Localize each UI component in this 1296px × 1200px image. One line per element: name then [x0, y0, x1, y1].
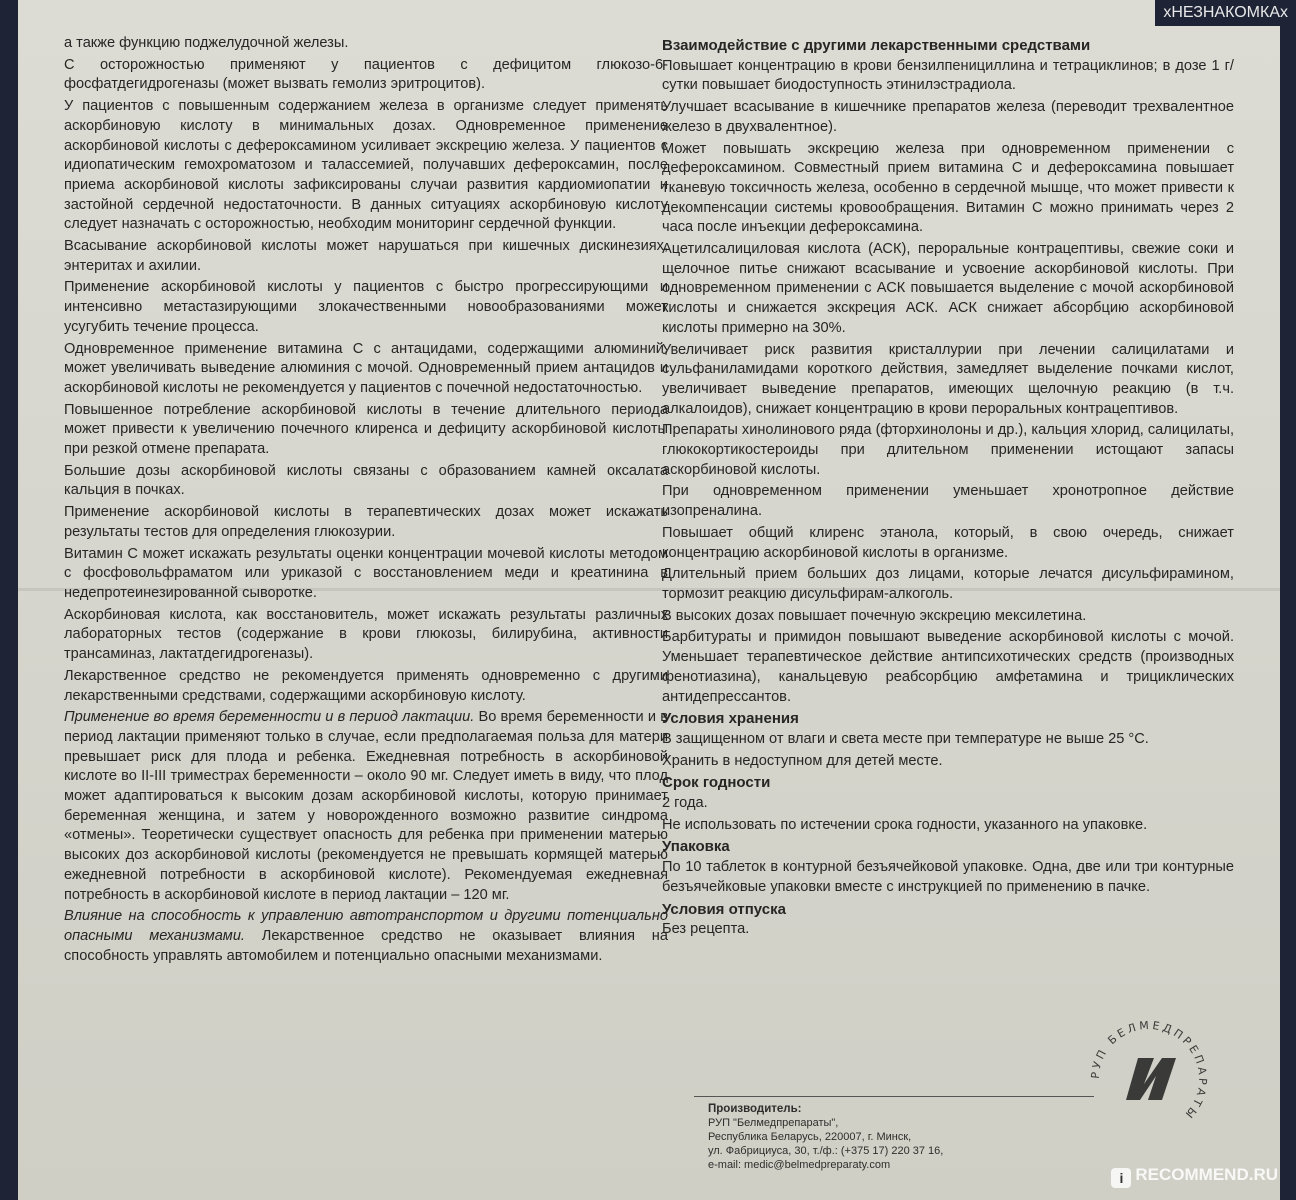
left-paragraph: Применение аскорбиновой кислоты в терапевтических дозах может искажать результаты тестов для определения глюкозурии.	[64, 504, 668, 540]
storage-line: В защищенном от влаги и света месте при температуре не выше 25 °С.	[662, 730, 1149, 747]
interaction-paragraph: Улучшает всасывание в кишечнике препаратов железа (переводит трехвалентное железо в двухвалентное).	[662, 99, 1234, 135]
storage-heading: Условия хранения	[662, 710, 799, 728]
storage-line: Хранить в недоступном для детей месте.	[662, 752, 943, 769]
interaction-paragraph: В высоких дозах повышает почечную экскрецию мексилетина.	[662, 607, 1087, 624]
interaction-paragraph: Может повышать экскрецию железа при одновременном применении с дефероксамином. Совместный прием витамина С и дефероксамина повышает тканевую токсичность железа, особенно в сердечной мышце, что может привести к декомпенсации системы кровообращения. Витамин С можно принимать через 2 часа после инъекции дефероксамина.	[662, 140, 1234, 236]
maker-divider	[694, 1096, 1094, 1097]
manufacturer-line: РУП "Белмедпрепараты",	[708, 1117, 839, 1129]
left-column	[64, 34, 668, 968]
driving-section	[64, 907, 668, 966]
pregnancy-text: Во время беременности и в период лактации применяют только в случае, если предполагаемая польза для матери превышает риск для плода и ребенка. Ежедневная потребность в аскорбиновой кислоте во II-III триместрах беременности – около 90 мг. Следует иметь в виду, что плод может адаптироваться к высоким дозам аскорбиновой кислоты, которую принимает беременная женщина, и затем у новорожденного возможно развитие синдрома «отмены». Теоретически существует опасность для ребенка при применении матерью высоких доз аскорбиновой кислоты (рекомендуется не превышать кормящей матерью ежедневной потребности в аскорбиновой кислоте). Рекомендуемая ежедневная потребность в аскорбиновой кислоте в период лактации – 120 мг.	[64, 709, 668, 903]
left-paragraph: С осторожностью применяют у пациентов с дефицитом глюкозо-6-фосфатдегидрогеназы (может вызвать гемолиз эритроцитов).	[64, 56, 668, 93]
manufacturer-logo-seal	[1084, 1014, 1214, 1144]
left-paragraph: Повышенное потребление аскорбиновой кислоты в течение длительного периода может привести к увеличению почечного клиренса и дефициту аскорбиновой кислоты при резкой отмене препарата.	[64, 401, 668, 458]
driving-text: Лекарственное средство не оказывает влияния на способность управлять автомобилем и потенциально опасными механизмами.	[64, 927, 668, 964]
left-paragraph: Аскорбиновая кислота, как восстановитель, может искажать результаты различных лабораторных тестов (содержание в крови глюкозы, билирубина, активности трансаминаз, лактатдегидрогеназы).	[64, 606, 668, 663]
pregnancy-section	[64, 708, 668, 905]
shelf-life-heading: Срок годности	[662, 774, 771, 792]
left-paragraph: Большие дозы аскорбиновой кислоты связаны с образованием камней оксалата кальция в почках.	[64, 462, 668, 499]
manufacturer-line: ул. Фабрициуса, 30, т./ф.: (+375 17) 220 37 16,	[708, 1145, 944, 1157]
right-column	[662, 34, 1234, 942]
author-watermark: хНЕЗНАКОМКАх	[1155, 0, 1296, 26]
left-paragraph: Всасывание аскорбиновой кислоты может нарушаться при кишечных дискинезиях, энтеритах и ахилии.	[64, 238, 668, 274]
shelf-life-line: 2 года.	[662, 795, 708, 812]
seal-emblem	[1126, 1058, 1176, 1100]
interaction-paragraph: Длительный прием больших доз лицами, которые лечатся дисульфирамином, тормозит реакцию дисульфирам-алкоголь.	[662, 566, 1234, 602]
left-paragraph: а также функцию поджелудочной железы.	[64, 35, 349, 51]
left-paragraph: Применение аскорбиновой кислоты у пациентов с быстро прогрессирующими и интенсивно метастазирующими злокачественными новообразованиями может усугубить течение процесса.	[64, 279, 668, 335]
left-paragraph: Лекарственное средство не рекомендуется применять одновременно с другими лекарственными средствами, содержащими аскорбиновую кислоту.	[64, 667, 668, 704]
left-paragraph: Витамин С может искажать результаты оценки концентрации мочевой кислоты методом с фосфовольфраматом или уриказой с восстановлением меди и креатинина в недепротеинезированной сыворотке.	[64, 545, 668, 601]
seal-text: РУП БЕЛМЕДПРЕПАРАТЫ	[1088, 1018, 1210, 1123]
interaction-paragraph: Препараты хинолинового ряда (фторхинолоны и др.), кальция хлорид, салицилаты, глюкокортикостероиды при длительном применении истощают запасы аскорбиновой кислоты.	[662, 422, 1234, 478]
release-heading: Условия отпуска	[662, 900, 786, 918]
interaction-paragraph: Ацетилсалициловая кислота (АСК), пероральные контрацептивы, свежие соки и щелочное питье снижают всасывание и усвоение аскорбиновой кислоты. При одновременном применении с АСК повышается выделение с мочой аскорбиновой кислоты и снижается экскреция АСК. АСК снижает абсорбцию аскорбиновой кислоты примерно на 30%.	[662, 241, 1234, 336]
recommend-logo-icon: i	[1111, 1168, 1131, 1188]
manufacturer-line: e-mail: medic@belmedpreparaty.com	[708, 1159, 891, 1171]
left-paragraph: Одновременное применение витамина С с антацидами, содержащими алюминий, может увеличивать выведение алюминия с мочой. Одновременный прием антацидов и аскорбиновой кислоты не рекомендуется у пациентов с почечной недостаточностью.	[64, 340, 668, 396]
package-heading: Упаковка	[662, 838, 730, 856]
interaction-paragraph: Повышает концентрацию в крови бензилпенициллина и тетрациклинов; в дозе 1 г/сутки повышает биодоступность этинилэстрадиола.	[662, 57, 1234, 94]
recommend-text: RECOMMEND.RU	[1135, 1165, 1278, 1184]
recommend-watermark	[1111, 1165, 1278, 1188]
interaction-paragraph: При одновременном применении уменьшает хронотропное действие изопреналина.	[662, 483, 1234, 520]
interaction-paragraph: Повышает общий клиренс этанола, который, в свою очередь, снижает концентрацию аскорбиновой кислоты в организме.	[662, 524, 1234, 561]
leaflet-paper	[18, 0, 1280, 1200]
interaction-paragraph: Барбитураты и примидон повышают выведение аскорбиновой кислоты с мочой. Уменьшает терапевтическое действие антипсихотических средств (производных фенотиазина), канальцевую реабсорбцию амфетамина и трициклических антидепрессантов.	[662, 629, 1234, 705]
pregnancy-title: Применение во время беременности и в период лактации.	[64, 709, 475, 726]
interaction-paragraph: Увеличивает риск развития кристаллурии при лечении салицилатами и сульфаниламидами короткого действия, замедляет выделение почками кислот, увеличивает выведение препаратов, имеющих щелочную реакцию (в т.ч. алкалоидов), снижает концентрацию в крови пероральных контрацептивов.	[662, 341, 1234, 417]
manufacturer-title: Производитель:	[708, 1103, 802, 1115]
package-text: По 10 таблеток в контурной безъячейковой упаковке. Одна, две или три контурные безъячейковые упаковки вместе с инструкцией по применению в пачке.	[662, 859, 1234, 895]
manufacturer-line: Республика Беларусь, 220007, г. Минск,	[708, 1131, 912, 1143]
left-paragraph: У пациентов с повышенным содержанием железа в организме следует применять аскорбиновую кислоту в минимальных дозах. Одновременное применение аскорбиновой кислоты с дефероксамином усиливает экскрецию железа. У пациентов с идиопатическим гемохроматозом и талассемией, получавших дефероксамин, после приема аскорбиновой кислоты зафиксированы случаи развития кардиомиопатии и застойной сердечной недостаточности. В данных ситуациях аскорбиновую кислоту следует назначать с осторожностью, необходим мониторинг сердечной функции.	[64, 98, 668, 233]
interaction-heading: Взаимодействие с другими лекарственными средствами	[662, 37, 1091, 54]
shelf-life-line: Не использовать по истечении срока годности, указанного на упаковке.	[662, 816, 1148, 833]
driving-title: Влияние на способность к управлению автотранспортом и другими потенциально опасными механизмами.	[64, 908, 668, 944]
release-text: Без рецепта.	[662, 921, 750, 938]
manufacturer-block	[708, 1102, 943, 1172]
